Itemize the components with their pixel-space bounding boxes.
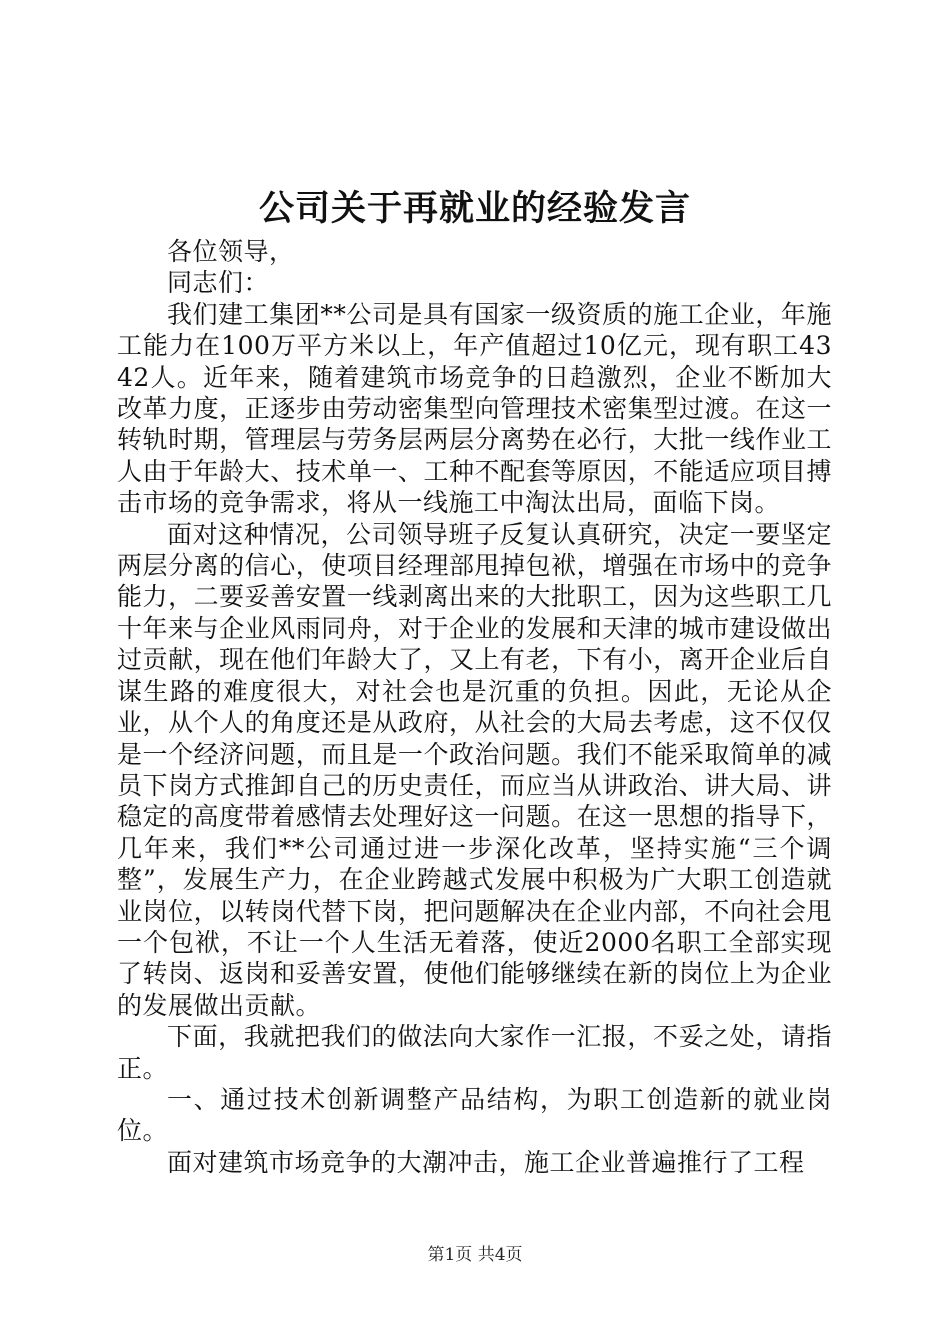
salutation-leaders: 各位领导，	[167, 237, 295, 266]
paragraph-section-1-start: 面对建筑市场竞争的大潮冲击，施工企业普遍推行了工程	[167, 1147, 805, 1177]
paragraph-situation-response: 面对这种情况，公司领导班子反复认真研究，决定一要坚定两层分离的信心，使项目经理部甩掉包袱，增强在市场中的竞争能力，二要妥善安置一线剥离出来的大批职工，因为这些职工几十年来与企业风雨同舟，对于企业的发展和天津的城市建设做出过贡献，现在他们年龄大了，又上有老，下有小，离开企业后自谋生路的难度很大，对社会也是沉重的负担。因此，无论从企业，从个人的角度还是从政府，从社会的大局去考虑，这不仅仅是一个经济问题，而且是一个政治问题。我们不能采取简单的减员下岗方式推卸自己的历史责任，而应当从讲政治、讲大局、讲稳定的高度带着感情去处理好这一问题。在这一思想的指导下，几年来，我们**公司通过进一步深化改革，坚持实施“三个调整”，发展生产力，在企业跨越式发展中积极为广大职工创造就业岗位，以转岗代替下岗，把问题解决在企业内部，不向社会甩一个包袱，不让一个人生活无着落，使近2000名职工全部实现了转岗、返岗和妥善安置，使他们能够继续在新的岗位上为企业的发展做出贡献。	[117, 519, 832, 1020]
paragraph-company-intro: 我们建工集团**公司是具有国家一级资质的施工企业，年施工能力在100万平方米以上，年产值超过10亿元，现有职工4342人。近年来，随着建筑市场竞争的日趋激烈，企业不断加大改革力度，正逐步由劳动密集型向管理技术密集型过渡。在这一转轨时期，管理层与劳务层两层分离势在必行，大批一线作业工人由于年龄大、技术单一、工种不配套等原因，不能适应项目搏击市场的竞争需求，将从一线施工中淘汰出局，面临下岗。	[117, 299, 832, 518]
document-body	[117, 236, 832, 1178]
salutation-comrades: 同志们：	[167, 268, 270, 298]
section-heading-1: 一、通过技术创新调整产品结构，为职工创造新的就业岗位。	[117, 1084, 832, 1146]
page-footer: 第1页 共4页	[427, 1245, 523, 1265]
document-title: 公司关于再就业的经验发言	[258, 188, 691, 229]
paragraph-report-intro: 下面，我就把我们的做法向大家作一汇报，不妥之处，请指正。	[117, 1022, 832, 1083]
